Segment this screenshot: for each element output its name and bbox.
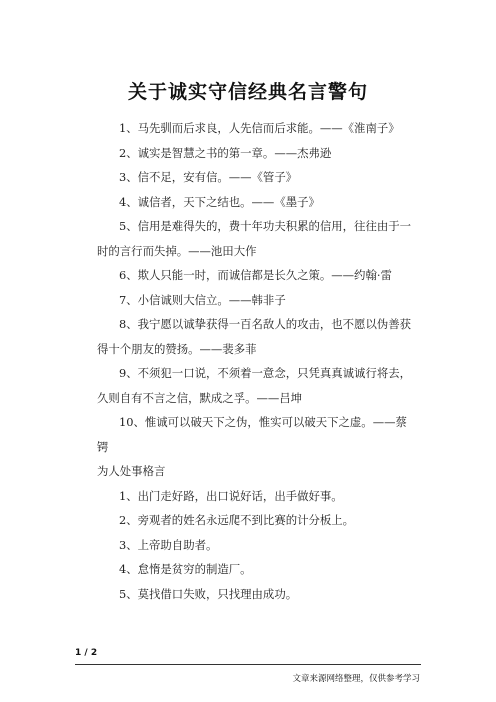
maxim-paragraph-2: 2、旁观者的姓名永远爬不到比赛的计分板上。: [119, 513, 355, 527]
quote-paragraph-6: 6、欺人只能一时，而诚信都是长久之策。——约翰·雷: [119, 268, 392, 282]
quote-paragraph-3: 3、信不足，安有信。——《管子》: [119, 170, 298, 184]
quote-paragraph-10: 10、惟诚可以破天下之伪，惟实可以破天下之虚。——蔡锷: [97, 415, 407, 454]
quote-paragraph-8: 8、我宁愿以诚挚获得一百名敌人的攻击，也不愿以伪善获得十个朋友的赞扬。——裴多菲: [97, 317, 412, 356]
maxim-paragraph-4: 4、怠惰是贫穷的制造厂。: [119, 562, 252, 576]
quote-paragraph-5: 5、信用是难得失的，费十年功夫积累的信用，往往由于一时的言行而失掉。——池田大作: [97, 219, 412, 258]
quote-paragraph-7: 7、小信诚则大信立。——韩非子: [119, 292, 286, 307]
page-number: 1 / 2: [75, 648, 98, 658]
document-body: [97, 116, 415, 606]
footer-source-note: 文章来源网络整理，仅供参考学习: [292, 674, 420, 684]
document-title: 关于诚实守信经典名言警句: [127, 81, 368, 103]
footer-divider: [75, 664, 421, 665]
maxim-paragraph-1: 1、出门走好路，出口说好话，出手做好事。: [119, 488, 343, 503]
quote-paragraph-2: 2、诚实是智慧之书的第一章。——杰弗逊: [119, 145, 332, 160]
maxim-paragraph-3: 3、上帝助自助者。: [119, 537, 218, 552]
section-subheading: 为人处事格言: [97, 464, 166, 478]
maxim-paragraph-5: 5、莫找借口失败，只找理由成功。: [119, 586, 298, 601]
quote-paragraph-1: 1、马先驯而后求良，人先信而后求能。——《淮南子》: [119, 121, 400, 135]
quote-paragraph-4: 4、诚信者，天下之结也。——《墨子》: [119, 194, 320, 209]
quote-paragraph-9: 9、不须犯一口说，不须着一意念，只凭真真诚诚行将去，久则自有不言之信，默成之孚。——吕坤: [97, 366, 412, 405]
